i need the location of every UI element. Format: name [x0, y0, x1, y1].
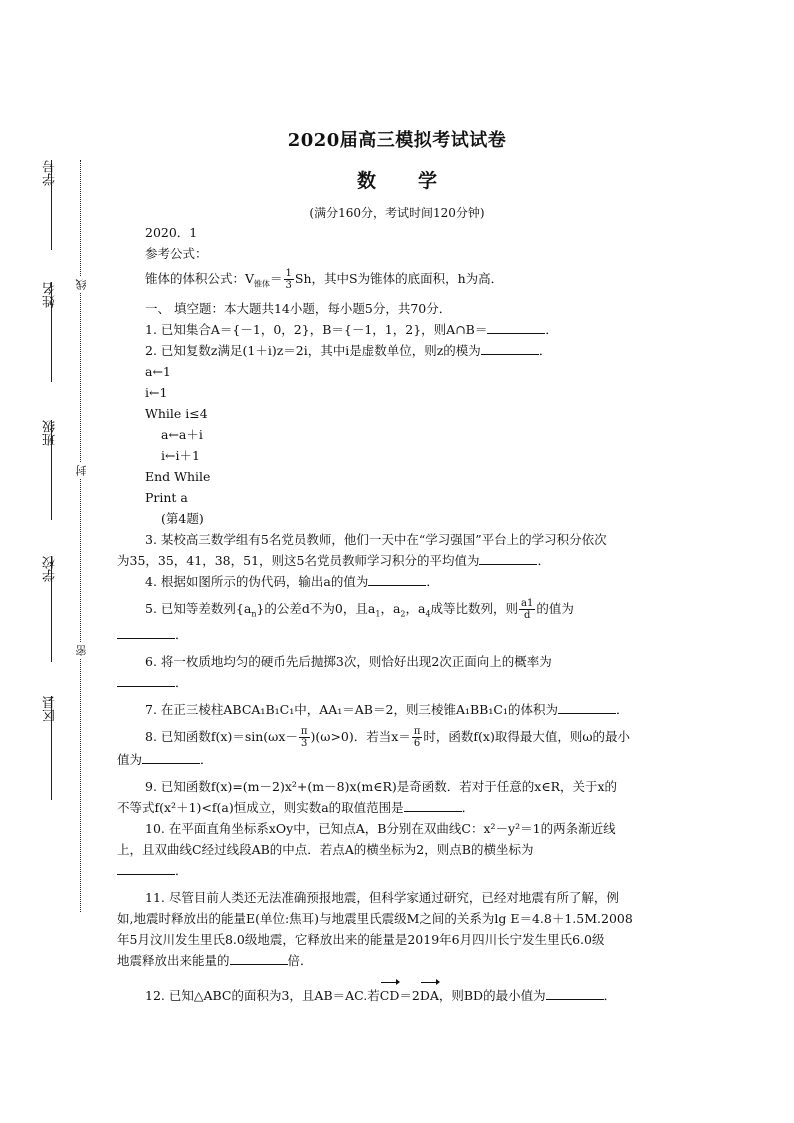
- question-11-cont: [117, 950, 677, 971]
- field-label-student-id: 学号: [43, 160, 58, 186]
- field-label-name: 姓名: [43, 282, 58, 308]
- code-line: a←a＋i: [161, 426, 203, 442]
- question-6-cont: ．: [117, 672, 677, 693]
- code-line: Print a: [145, 489, 188, 505]
- answer-blank[interactable]: [117, 674, 175, 687]
- answer-blank[interactable]: [481, 342, 539, 355]
- code-line: a←1: [145, 363, 171, 379]
- exam-note: (满分160分，考试时间120分钟): [309, 206, 485, 220]
- question-text: }的公差d不为0，且a: [256, 600, 376, 616]
- field-label-district: 区县: [43, 696, 58, 722]
- seal-mark-secret: 密: [74, 642, 88, 659]
- answer-blank[interactable]: [558, 701, 616, 714]
- seal-mark-seal: 封: [74, 462, 88, 479]
- question-11: 11. 尽管目前人类还无法准确预报地震，但科学家通过研究，已经对地震有所了解，例: [145, 890, 619, 905]
- question-10: 10. 在平面直角坐标系xOy中，已知点A，B分别在双曲线C：x²－y²＝1的两条渐近线: [145, 821, 616, 836]
- question-8: [117, 726, 677, 749]
- fraction-a1-over-d: [519, 598, 535, 621]
- question-11-cont: 如,地震时释放出的能量E(单位:焦耳)与地震里氏震级M之间的关系为lg E＝4.8＋1.5M.2008: [117, 911, 633, 926]
- question-text: ，a: [405, 600, 426, 616]
- cut-line: [80, 160, 81, 912]
- question-9: 9. 已知函数f(x)=(m－2)x²+(m－8)x(m∈R)是奇函数．若对于任意的x∈R，关于x的: [145, 779, 618, 794]
- question-text: ，则BD的最小值为: [438, 988, 546, 1003]
- answer-blank[interactable]: [404, 799, 462, 812]
- field-school[interactable]: [44, 556, 58, 662]
- question-2: 2. 已知复数z满足(1＋i)z＝2i，其中i是虚数单位，则z的模为 ．: [145, 342, 552, 358]
- exam-date: 2020．1: [145, 225, 198, 240]
- question-text: 12. 已知△ABC的面积为3，且AB＝AC.若: [145, 988, 380, 1003]
- answer-blank[interactable]: [230, 952, 288, 965]
- question-text: 5. 已知等差数列{a: [145, 600, 252, 616]
- question-text: 不等式f(x²＋1)<f(a)恒成立，则实数a的取值范围是: [117, 800, 404, 815]
- question-text: 值为: [117, 752, 143, 767]
- formula-line: [117, 268, 677, 295]
- fraction-denominator: 3: [285, 280, 292, 291]
- exam-content: [117, 222, 677, 1006]
- question-9-cont: 不等式f(x²＋1)<f(a)恒成立，则实数a的取值范围是 ．: [117, 800, 475, 815]
- question-8-cont: 值为 ．: [117, 752, 213, 767]
- question-text: 地震释放出来能量的: [117, 953, 230, 968]
- fraction-pi-over-3: [299, 726, 310, 749]
- question-1: 1. 已知集合A＝{－1，0，2}，B＝{－1，1，2}，则A∩B＝ ．: [145, 321, 558, 337]
- question-10-blank: ．: [117, 860, 677, 881]
- exam-title: 2020届高三模拟考试试卷: [287, 130, 507, 151]
- field-district[interactable]: [44, 696, 58, 800]
- field-class[interactable]: [44, 420, 58, 520]
- question-7: 7. 在正三棱柱ABCA₁B₁C₁中，AA₁＝AB＝2，则三棱锥A₁BB₁C₁的体积为 ．: [145, 702, 629, 717]
- fraction-denominator: 3: [301, 738, 308, 749]
- code-line: i←1: [145, 384, 168, 400]
- binding-margin: [0, 160, 110, 920]
- formula-subscript: 锥体: [254, 279, 271, 289]
- vector-cd: CD: [380, 985, 400, 1006]
- field-name[interactable]: [44, 282, 58, 382]
- question-text: 7. 在正三棱柱ABCA₁B₁C₁中，AA₁＝AB＝2，则三棱锥A₁BB₁C₁的体积为: [145, 702, 558, 717]
- answer-blank[interactable]: [142, 751, 200, 764]
- formula-equals: ＝: [270, 271, 283, 286]
- subject-title: 数学: [356, 170, 479, 192]
- answer-blank[interactable]: [117, 862, 175, 875]
- question-5-cont: ．: [117, 624, 677, 645]
- question-6: 6. 将一枚质地均匀的硬币先后抛掷3次，则恰好出现2次正面向上的概率为: [145, 654, 552, 669]
- code-caption: (第4题): [161, 510, 204, 526]
- fraction-numerator: π: [300, 726, 308, 737]
- question-10-cont: 上，且双曲线C经过线段AB的中点．若点A的横坐标为2，则点B的横坐标为: [117, 842, 534, 857]
- answer-blank[interactable]: [368, 573, 426, 586]
- fraction-denominator: d: [524, 609, 531, 621]
- fraction-denominator: 6: [413, 738, 421, 749]
- fraction-one-third: [284, 268, 294, 291]
- question-text: 倍．: [287, 953, 313, 968]
- answer-blank[interactable]: [117, 626, 175, 639]
- fraction-pi-over-6: [412, 726, 423, 749]
- pseudo-code: [117, 361, 677, 529]
- seal-mark-line: 线: [74, 276, 88, 293]
- question-text: 时，函数f(x)取得最大值，则ω的最小: [423, 729, 631, 744]
- field-label-school: 学校: [43, 556, 58, 582]
- question-12: 12. 已知△ABC的面积为3，且AB＝AC.若CD＝2DA，则BD的最小值为 ．: [117, 985, 677, 1006]
- question-text: )(ω>0)．若当x＝: [310, 729, 411, 744]
- question-text: 8. 已知函数f(x)＝sin(ωx－: [145, 729, 298, 744]
- answer-blank[interactable]: [487, 321, 545, 334]
- field-label-class: 班级: [43, 420, 58, 446]
- question-text: 成等比数列，则: [430, 600, 519, 616]
- question-text: 为35，35，41，38，51，则这5名党员教师学习积分的平均值为: [117, 552, 480, 568]
- question-5: 5. 已知等差数列$\{a_n\}$的公差d不为0，且$a_1$，$a_2$，$a_4$成等比数列，则 $\frac{a1}{d}$ 的值为: [145, 597, 574, 621]
- question-text: ＝2: [399, 988, 420, 1003]
- formula-text: 锥体的体积公式：V: [145, 271, 255, 286]
- answer-blank[interactable]: [479, 552, 537, 565]
- question-11-cont: 年5月汶川发生里氏8.0级地震，它释放出来的能量是2019年6月四川长宁发生里氏6.0级: [117, 932, 605, 947]
- question-3: 3. 某校高三数学组有5名党员教师，他们一天中在“学习强国”平台上的学习积分依次: [145, 531, 607, 547]
- formula-text: Sh，其中S为锥体的底面积，h为高．: [294, 271, 504, 286]
- section-heading: 一、 填空题：本大题共14小题，每小题5分，共70分．: [145, 300, 452, 316]
- fraction-numerator: 1: [285, 268, 292, 279]
- question-3-cont: 为35，35，41，38，51，则这5名党员教师学习积分的平均值为 ．: [117, 552, 550, 568]
- fraction-numerator: a1: [521, 597, 534, 609]
- vector-da: DA: [420, 985, 439, 1006]
- question-4: 4. 根据如图所示的伪代码，输出a的值为 ．: [145, 573, 439, 589]
- question-text: ，a: [380, 600, 401, 616]
- question-text: 1. 已知集合A＝{－1，0，2}，B＝{－1，1，2}，则A∩B＝: [145, 321, 488, 337]
- code-line: i←i＋1: [161, 447, 200, 463]
- question-text: 的值为: [536, 600, 574, 616]
- fraction-numerator: π: [413, 726, 421, 737]
- code-line: End While: [145, 468, 211, 484]
- question-text: 2. 已知复数z满足(1＋i)z＝2i，其中i是虚数单位，则z的模为: [145, 342, 481, 358]
- answer-blank[interactable]: [546, 987, 604, 1000]
- formula-heading: 参考公式：: [145, 246, 208, 261]
- code-line: While i≤4: [145, 405, 208, 421]
- question-text: 4. 根据如图所示的伪代码，输出a的值为: [145, 573, 369, 589]
